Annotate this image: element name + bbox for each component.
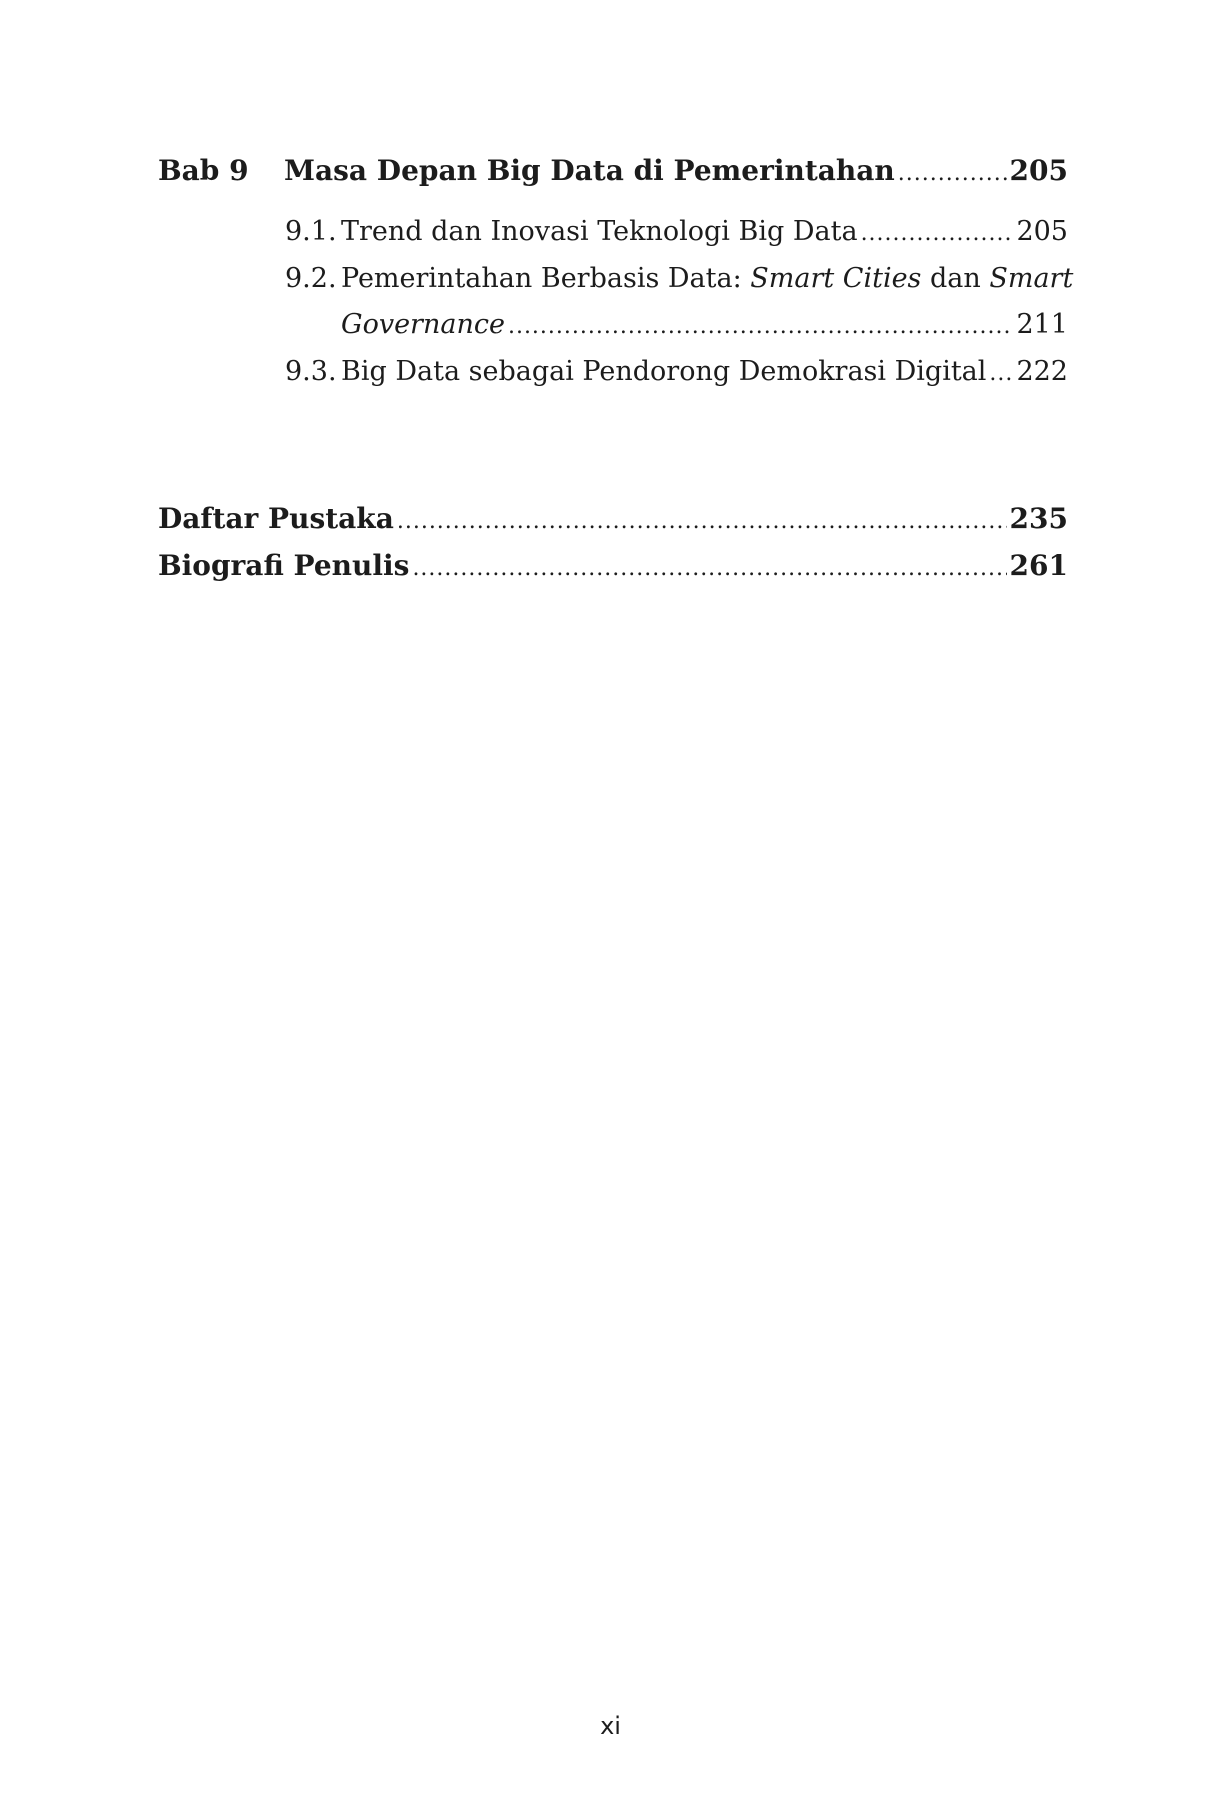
backmatter-title: Biografi Penulis	[158, 549, 410, 582]
section-number: 9.2.	[285, 263, 337, 294]
backmatter-title: Daftar Pustaka	[158, 502, 394, 535]
section-title: Big Data sebagai Pendorong Demokrasi Digital	[341, 356, 987, 387]
toc-section-entry[interactable]	[285, 216, 1068, 247]
section-page-ref: 211	[1016, 309, 1068, 340]
dot-leader	[397, 509, 1007, 534]
section-title	[341, 263, 1073, 294]
chapter-title: Masa Depan Big Data di Pemerintahan	[284, 154, 895, 187]
section-title-text: dan	[921, 263, 990, 294]
chapter-label: Bab 9	[158, 154, 249, 187]
page-number: xi	[600, 1712, 621, 1740]
toc-backmatter-entry[interactable]	[158, 549, 1068, 582]
section-number: 9.1.	[285, 216, 337, 247]
section-title-italic: Smart	[989, 263, 1074, 294]
toc-section-continuation[interactable]	[285, 309, 1068, 340]
dot-leader	[508, 314, 1014, 339]
dot-leader	[861, 221, 1014, 246]
toc-chapter-entry[interactable]	[158, 154, 1068, 187]
section-title-text: Pemerintahan Berbasis Data:	[341, 263, 751, 294]
section-title-italic: Smart Cities	[750, 263, 922, 294]
toc-backmatter-entry[interactable]	[158, 502, 1068, 535]
dot-leader	[898, 161, 1007, 186]
toc-section-entry[interactable]	[285, 356, 1068, 387]
section-page-ref: 205	[1016, 216, 1068, 247]
backmatter-page-ref: 235	[1009, 502, 1068, 535]
section-title-continuation	[285, 309, 505, 340]
section-title-italic: Governance	[341, 309, 505, 340]
section-number: 9.3.	[285, 356, 337, 387]
backmatter-page-ref: 261	[1009, 549, 1068, 582]
dot-leader	[989, 361, 1013, 386]
chapter-page-ref: 205	[1009, 154, 1068, 187]
dot-leader	[412, 556, 1006, 581]
section-page-ref: 222	[1016, 356, 1068, 387]
section-title: Trend dan Inovasi Teknologi Big Data	[341, 216, 858, 247]
toc-section-entry[interactable]	[285, 263, 1074, 294]
